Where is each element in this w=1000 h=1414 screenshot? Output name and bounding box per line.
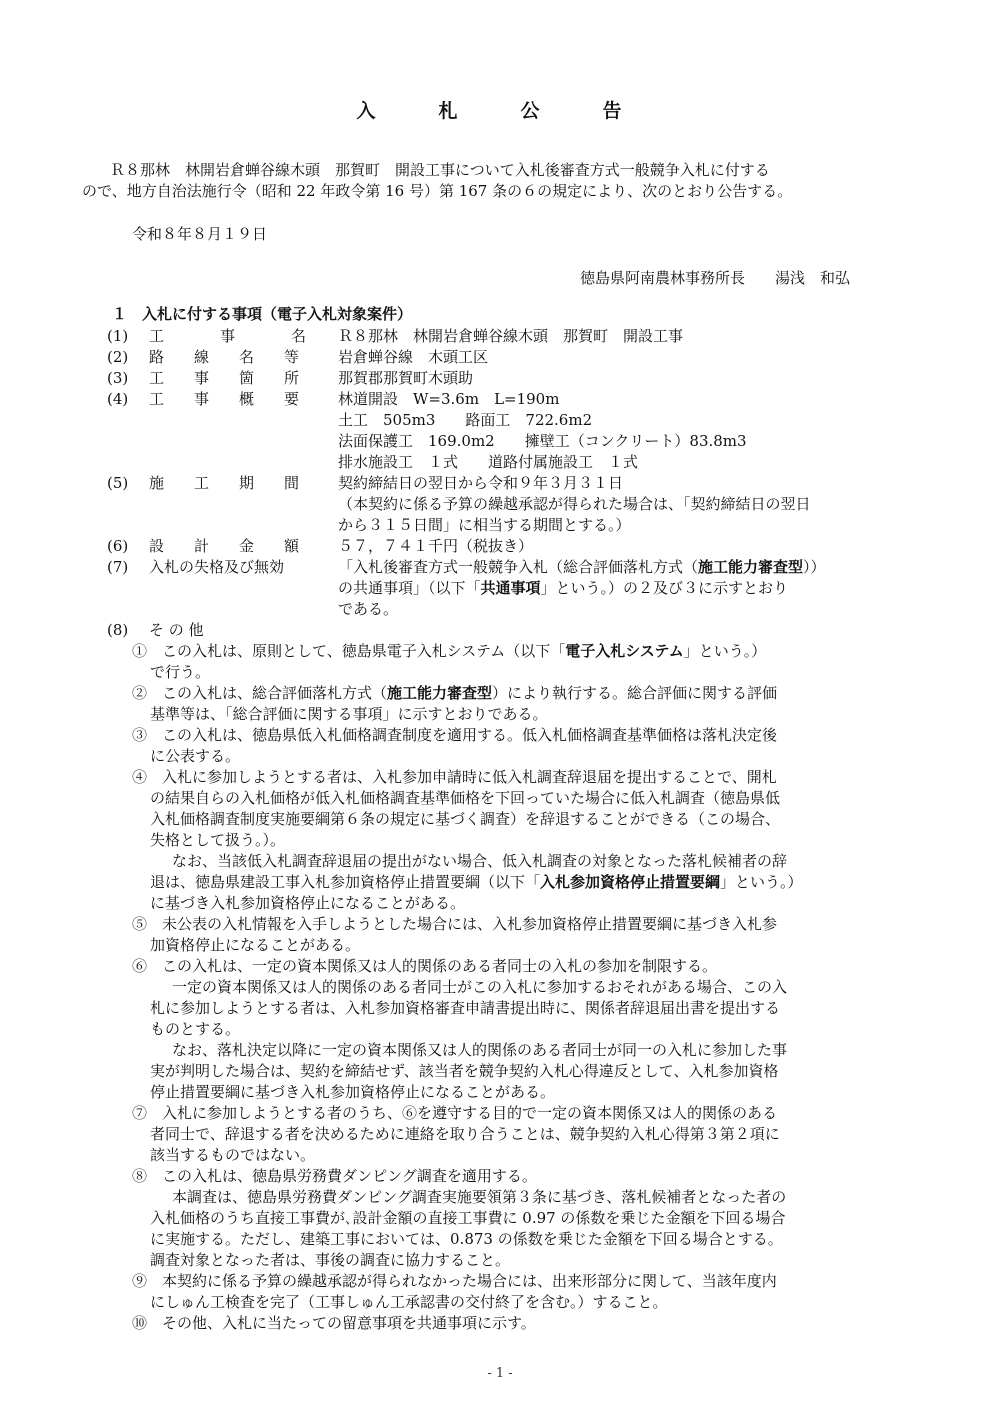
row-number: (6) xyxy=(107,537,129,555)
row-label: 路線名等 xyxy=(149,348,330,366)
row-route-name xyxy=(107,347,339,368)
row-number: (3) xyxy=(107,369,129,387)
overview-line: 土工 505m3 路面工 722.6m2 xyxy=(338,411,593,429)
text: 」という。） xyxy=(683,642,767,660)
item-line: ものとする。 xyxy=(150,1020,241,1038)
row-design-amount xyxy=(107,536,339,557)
row-number: (8) xyxy=(107,621,129,639)
item-2 xyxy=(132,683,777,704)
row-label: 工事概要 xyxy=(149,390,330,408)
text: ② この入札は、総合評価落札方式（ xyxy=(132,684,388,702)
item-line: 加資格停止になることがある。 xyxy=(150,936,361,954)
row-label: そ の 他 xyxy=(149,621,204,639)
item-3: ③ この入札は、徳島県低入札価格調査制度を適用する。低入札価格調査基準価格は落札決定後 xyxy=(132,726,778,744)
text: の共通事項」（以下「 xyxy=(338,579,481,597)
item-line: なお、当該低入札調査辞退届の提出がない場合、低入札調査の対象となった落札候補者の辞 xyxy=(172,852,788,870)
intro-paragraph xyxy=(82,160,900,202)
row-others xyxy=(107,620,339,641)
item-6: ⑥ この入札は、一定の資本関係又は人的関係のある者同士の入札の参加を制限する。 xyxy=(132,957,718,975)
item-line: の結果自らの入札価格が低入札価格調査基準価格を下回っていた場合に低入札調査（徳島県低 xyxy=(150,789,781,807)
period-line: （本契約に係る予算の繰越承認が得られた場合は、「契約締結日の翌日 xyxy=(338,495,811,513)
overview-line: 排水施設工 １式 道路付属施設工 １式 xyxy=(338,453,639,471)
row-number: (7) xyxy=(107,558,129,576)
row-overview xyxy=(107,389,339,410)
item-line: 入札価格調査制度実施要綱第６条の規定に基づく調査）を辞退することができる（この場合、 xyxy=(150,810,781,828)
page-number: - 1 - xyxy=(487,1366,513,1381)
text: ）により執行する。総合評価に関する評価 xyxy=(492,684,778,702)
row-label: 設計金額 xyxy=(149,537,330,555)
item-line: で行う。 xyxy=(150,663,211,681)
text: 」という。） xyxy=(720,873,803,891)
row-number: (2) xyxy=(107,348,129,366)
bold-term: 施工能力審査型 xyxy=(387,684,493,702)
row-label: 施工期間 xyxy=(149,474,330,492)
item-line: に実施する。ただし、建築工事においては、0.873 の係数を乗じた金額を下回る場合とする。 xyxy=(150,1230,783,1248)
intro-line: ので、地方自治法施行令（昭和 22 年政令第 16 号）第 167 条の６の規定により、次のとおり公告する。 xyxy=(82,182,793,200)
row-number: (1) xyxy=(107,327,129,345)
row-invalid xyxy=(107,557,339,578)
page-title: 入 札 公 告 xyxy=(356,100,644,122)
row-work-name xyxy=(107,326,363,347)
item-line: 該当するものではない。 xyxy=(150,1146,316,1164)
item-line: にしゅん工検査を完了（工事しゅん工承認書の交付終了を含む。）すること。 xyxy=(150,1293,668,1311)
row-value: 那賀郡那賀町木頭助 xyxy=(338,369,474,387)
row-value: 林道開設 W=3.6m L=190m xyxy=(338,390,560,408)
intro-line: Ｒ８那林 林開岩倉蝉谷線木頭 那賀町 開設工事について入札後審査方式一般競争入札に付する xyxy=(110,161,770,179)
row-number: (4) xyxy=(107,390,129,408)
row-label: 工事箇所 xyxy=(149,369,330,387)
item-line: 者同士で、辞退する者を決めるために連絡を取り合うことは、競争契約入札心得第３第２項に xyxy=(150,1125,780,1143)
item-4: ④ 入札に参加しようとする者は、入札参加申請時に低入札調査辞退届を提出することで、開札 xyxy=(132,768,777,786)
item-line: 一定の資本関係又は人的関係のある者同士がこの入札に参加するおそれがある場合、この入 xyxy=(172,978,788,996)
item-line: 失格として扱う。）。 xyxy=(150,831,286,849)
item-line: 調査対象となった者は、事後の調査に協力すること。 xyxy=(150,1251,511,1269)
item-7: ⑦ 入札に参加しようとする者のうち、⑥を遵守する目的で一定の資本関係又は人的関係のある xyxy=(132,1104,778,1122)
row-value: ５７，７４１千円（税抜き） xyxy=(338,537,534,555)
invalid-line xyxy=(338,578,788,599)
item-line: なお、落札決定以降に一定の資本関係又は人的関係のある者同士が同一の入札に参加した事 xyxy=(172,1041,788,1059)
row-period xyxy=(107,473,339,494)
row-label: 工事名 xyxy=(149,327,363,345)
bold-term: 電子入札システム xyxy=(565,642,684,660)
row-value: Ｒ８那林 林開岩倉蝉谷線木頭 那賀町 開設工事 xyxy=(338,327,684,345)
item-5: ⑤ 未公表の入札情報を入手しようとした場合には、入札参加資格停止措置要綱に基づき入札参 xyxy=(132,915,778,933)
text: 」という。）の２及び３に示すとおり xyxy=(540,579,789,597)
section-heading: １ 入札に付する事項（電子入札対象案件） xyxy=(112,305,413,323)
row-number: (5) xyxy=(107,474,129,492)
item-line: に公表する。 xyxy=(150,747,241,765)
item-line: 停止措置要綱に基づき入札参加資格停止になることがある。 xyxy=(150,1083,556,1101)
notice-date: 令和８年８月１９日 xyxy=(132,225,268,243)
item-10: ⑩ その他、入札に当たっての留意事項を共通事項に示す。 xyxy=(132,1314,536,1332)
text: 「入札後審査方式一般競争入札（総合評価落札方式（ xyxy=(338,558,699,576)
invalid-line: である。 xyxy=(338,600,399,618)
item-line xyxy=(150,872,803,893)
period-line: から３１５日間」に相当する期間とする。） xyxy=(338,516,631,534)
item-line: に基づき入札参加資格停止になることがある。 xyxy=(150,894,466,912)
text: ）） xyxy=(803,558,826,576)
text: ① この入札は、原則として、徳島県電子入札システム（以下「 xyxy=(132,642,566,660)
row-label: 入札の失格及び無効 xyxy=(149,558,285,576)
item-line: 基準等は、「総合評価に関する事項」に示すとおりである。 xyxy=(150,705,548,723)
bold-term: 施工能力審査型 xyxy=(698,558,804,576)
item-8: ⑧ この入札は、徳島県労務費ダンピング調査を適用する。 xyxy=(132,1167,537,1185)
text: 退は、徳島県建設工事入札参加資格停止措置要綱（以下「 xyxy=(150,873,541,891)
row-value: 契約締結日の翌日から令和９年３月３１日 xyxy=(338,474,624,492)
overview-line: 法面保護工 169.0m2 擁壁工（コンクリート）83.8m3 xyxy=(338,432,747,450)
item-line: 本調査は、徳島県労務費ダンピング調査実施要領第３条に基づき、落札候補者となった者の xyxy=(172,1188,787,1206)
signer: 徳島県阿南農林事務所長 湯浅 和弘 xyxy=(580,269,851,287)
invalid-line xyxy=(338,557,826,578)
bold-term: 入札参加資格停止措置要綱 xyxy=(540,873,721,891)
item-1 xyxy=(132,641,766,662)
row-location xyxy=(107,368,339,389)
item-9: ⑨ 本契約に係る予算の繰越承認が得られなかった場合には、出来形部分に関して、当該年度内 xyxy=(132,1272,777,1290)
item-line: 入札価格のうち直接工事費が､設計金額の直接工事費に 0.97 の係数を乗じた金額を下回る場合 xyxy=(150,1209,786,1227)
bold-term: 共通事項 xyxy=(480,579,541,597)
row-value: 岩倉蝉谷線 木頭工区 xyxy=(338,348,489,366)
item-line: 実が判明した場合は、契約を締結せず、該当者を競争契約入札心得違反として、入札参加資格 xyxy=(150,1062,779,1080)
item-line: 札に参加しようとする者は、入札参加資格審査申請書提出時に、関係者辞退届出書を提出する xyxy=(150,999,781,1017)
